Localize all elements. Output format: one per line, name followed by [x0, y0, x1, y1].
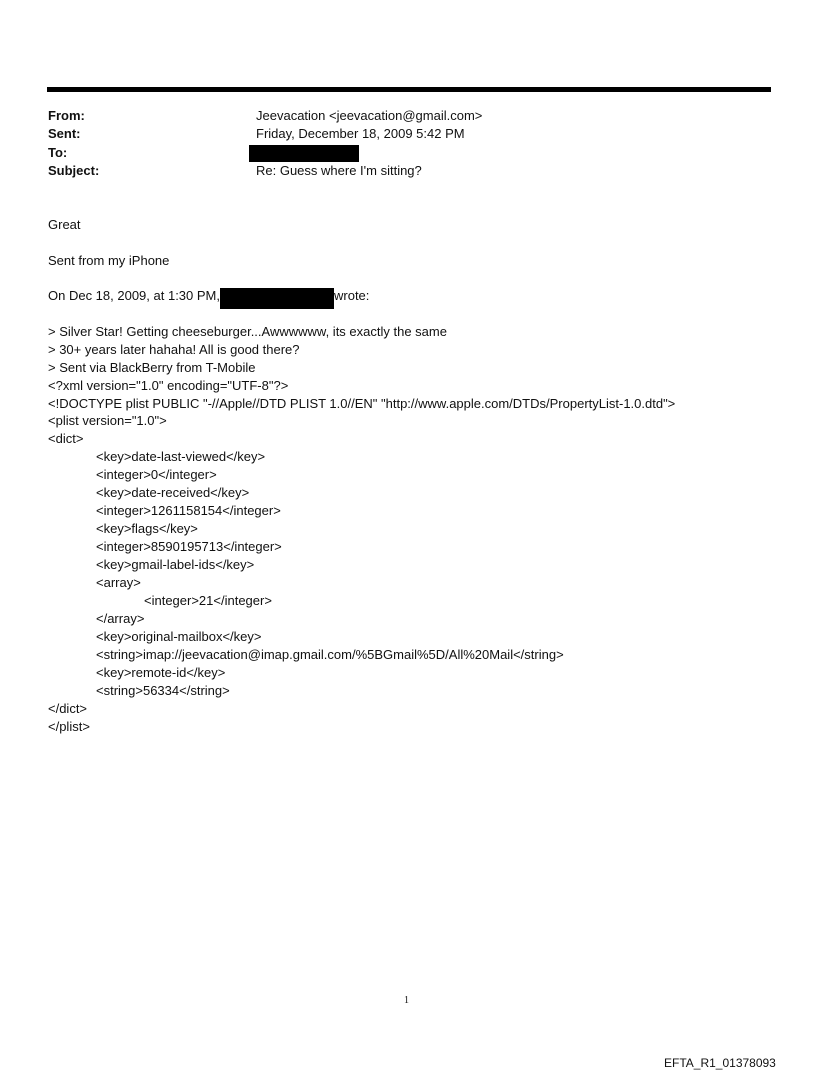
plist-line: </plist> [48, 719, 90, 734]
signature-text: Sent from my iPhone [48, 253, 170, 268]
plist-line: <?xml version="1.0" encoding="UTF-8"?> [48, 378, 289, 393]
plist-line: <string>imap://jeevacation@imap.gmail.com/%5BGmail%5D/All%20Mail</string> [96, 647, 564, 662]
from-label: From: [48, 108, 85, 123]
reply-prefix: On Dec 18, 2009, at 1:30 PM, [48, 288, 220, 303]
plist-line: <dict> [48, 431, 84, 446]
plist-line: <array> [96, 575, 141, 590]
plist-line: <key>gmail-label-ids</key> [96, 557, 255, 572]
plist-line: <key>remote-id</key> [96, 665, 226, 680]
plist-line: <!DOCTYPE plist PUBLIC "-//Apple//DTD PLIST 1.0//EN" "http://www.apple.com/DTDs/PropertyList-1.0.dtd"> [48, 396, 676, 411]
from-value: Jeevacation <jeevacation@gmail.com> [256, 108, 483, 123]
plist-line: </array> [96, 611, 145, 626]
plist-line: <integer>21</integer> [144, 593, 272, 608]
bates-number: EFTA_R1_01378093 [664, 1056, 776, 1070]
quoted-line: > Sent via BlackBerry from T-Mobile [48, 360, 256, 375]
plist-line: <plist version="1.0"> [48, 413, 167, 428]
page-number: 1 [404, 995, 409, 1006]
plist-line: <integer>0</integer> [96, 467, 217, 482]
header-rule [47, 87, 771, 92]
sent-value: Friday, December 18, 2009 5:42 PM [256, 126, 465, 141]
reply-suffix: wrote: [334, 288, 370, 303]
greeting-text: Great [48, 217, 81, 232]
sender-redaction [220, 288, 334, 309]
plist-line: <key>flags</key> [96, 521, 198, 536]
plist-line: <key>date-last-viewed</key> [96, 449, 266, 464]
plist-line: <key>original-mailbox</key> [96, 629, 262, 644]
plist-line: </dict> [48, 701, 88, 716]
to-redaction [249, 145, 359, 162]
quoted-line: > 30+ years later hahaha! All is good there? [48, 342, 300, 357]
subject-label: Subject: [48, 163, 100, 178]
plist-line: <integer>1261158154</integer> [96, 503, 281, 518]
to-label: To: [48, 145, 68, 160]
subject-value: Re: Guess where I'm sitting? [256, 163, 422, 178]
quoted-line: > Silver Star! Getting cheeseburger...Awwwwww, its exactly the same [48, 324, 447, 339]
plist-line: <integer>8590195713</integer> [96, 539, 282, 554]
plist-line: <string>56334</string> [96, 683, 230, 698]
sent-label: Sent: [48, 126, 81, 141]
plist-line: <key>date-received</key> [96, 485, 250, 500]
